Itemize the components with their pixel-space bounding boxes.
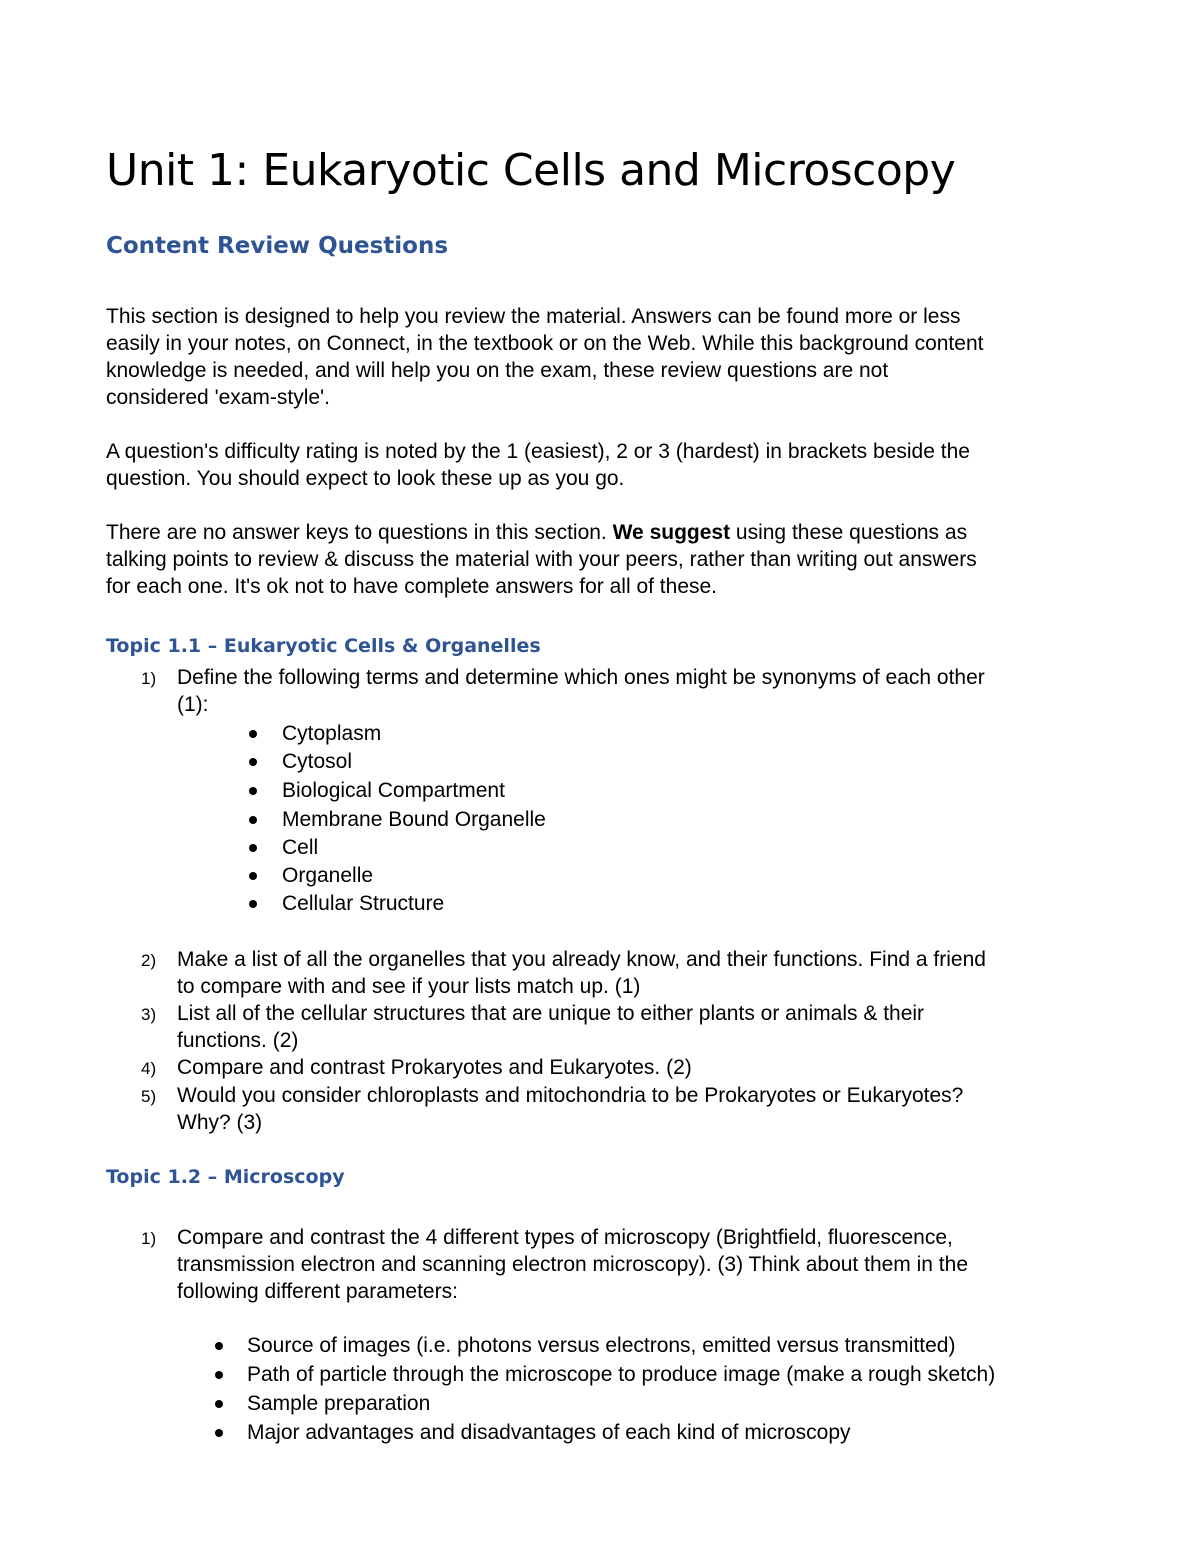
list-item-text: Major advantages and disadvantages of each kind of microscopy bbox=[247, 1421, 851, 1444]
question-number: 5) bbox=[141, 1087, 157, 1106]
question-1-3-text bbox=[177, 1000, 924, 1054]
list-item-text: Biological Compartment bbox=[282, 779, 505, 802]
bullet-icon bbox=[249, 844, 257, 852]
bullet-icon bbox=[249, 758, 257, 766]
topic-1-2-heading: Topic 1.2 – Microscopy bbox=[106, 1166, 345, 1188]
section-subtitle: Content Review Questions bbox=[106, 233, 449, 259]
bullet-icon bbox=[249, 816, 257, 824]
intro-paragraph-1 bbox=[106, 303, 1106, 411]
text-line: functions. (2) bbox=[177, 1029, 299, 1052]
text-line: knowledge is needed, and will help you on the exam, these review questions are not bbox=[106, 359, 889, 382]
list-item-text: Cellular Structure bbox=[282, 892, 445, 915]
text-line: easily in your notes, on Connect, in the textbook or on the Web. While this background content bbox=[106, 332, 984, 355]
text-line: for each one. It's ok not to have complete answers for all of these. bbox=[106, 575, 718, 598]
list-item-text: Source of images (i.e. photons versus electrons, emitted versus transmitted) bbox=[247, 1334, 956, 1357]
question-number: 4) bbox=[141, 1059, 157, 1078]
text-line: This section is designed to help you review the material. Answers can be found more or less bbox=[106, 305, 961, 328]
list-item-text: Cytosol bbox=[282, 750, 353, 773]
text-line: List all of the cellular structures that are unique to either plants or animals & their bbox=[177, 1002, 925, 1025]
text-line: Make a list of all the organelles that you already know, and their functions. Find a friend bbox=[177, 948, 986, 971]
text-line bbox=[106, 519, 1106, 546]
list-item-text: Organelle bbox=[282, 864, 374, 887]
bullet-icon bbox=[215, 1429, 223, 1437]
bullet-icon bbox=[249, 787, 257, 795]
text-line: question. You should expect to look these up as you go. bbox=[106, 467, 625, 490]
question-number: 2) bbox=[141, 951, 157, 970]
bold-emphasis: We suggest bbox=[612, 521, 731, 544]
list-item-text: Membrane Bound Organelle bbox=[282, 808, 546, 831]
question-1-4-text bbox=[177, 1054, 692, 1081]
bullet-icon bbox=[249, 900, 257, 908]
text-line: Define the following terms and determine which ones might be synonyms of each other bbox=[177, 666, 985, 689]
list-item-text: Path of particle through the microscope to produce image (make a rough sketch) bbox=[247, 1363, 996, 1386]
question-1-5-text bbox=[177, 1082, 963, 1136]
question-1-2-text bbox=[177, 946, 986, 1000]
question-number: 1) bbox=[141, 1229, 157, 1248]
list-item-text: Cell bbox=[282, 836, 319, 859]
intro-paragraph-2 bbox=[106, 438, 1106, 492]
bullet-icon bbox=[249, 872, 257, 880]
text-line: (1): bbox=[177, 693, 209, 716]
list-item-text: Sample preparation bbox=[247, 1392, 431, 1415]
bullet-icon bbox=[249, 730, 257, 738]
text-line: Would you consider chloroplasts and mitochondria to be Prokaryotes or Eukaryotes? bbox=[177, 1084, 964, 1107]
bullet-icon bbox=[215, 1371, 223, 1379]
intro-paragraph-3 bbox=[106, 519, 1106, 600]
text-line: to compare with and see if your lists match up. (1) bbox=[177, 975, 641, 998]
text-line: transmission electron and scanning electron microscopy). (3) Think about them in the bbox=[177, 1253, 968, 1276]
list-item-text: Cytoplasm bbox=[282, 722, 382, 745]
text-line: Why? (3) bbox=[177, 1111, 263, 1134]
text-segment: There are no answer keys to questions in this section. bbox=[106, 521, 613, 544]
text-line: A question's difficulty rating is noted by the 1 (easiest), 2 or 3 (hardest) in brackets beside the bbox=[106, 440, 970, 463]
text-line: Compare and contrast Prokaryotes and Eukaryotes. (2) bbox=[177, 1056, 692, 1079]
text-line: talking points to review & discuss the material with your peers, rather than writing out answers bbox=[106, 548, 977, 571]
text-line: Compare and contrast the 4 different types of microscopy (Brightfield, fluorescence, bbox=[177, 1226, 953, 1249]
topic-1-1-heading: Topic 1.1 – Eukaryotic Cells & Organelles bbox=[106, 635, 541, 657]
question-2-1-text bbox=[177, 1224, 968, 1305]
question-number: 1) bbox=[141, 669, 157, 688]
bullet-icon bbox=[215, 1400, 223, 1408]
page-title: Unit 1: Eukaryotic Cells and Microscopy bbox=[106, 145, 956, 196]
text-line: following different parameters: bbox=[177, 1280, 458, 1303]
bullet-icon bbox=[215, 1342, 223, 1350]
question-1-1-text bbox=[177, 664, 985, 718]
question-number: 3) bbox=[141, 1005, 157, 1024]
text-line: considered 'exam-style'. bbox=[106, 386, 330, 409]
text-segment: using these questions as bbox=[730, 521, 968, 544]
